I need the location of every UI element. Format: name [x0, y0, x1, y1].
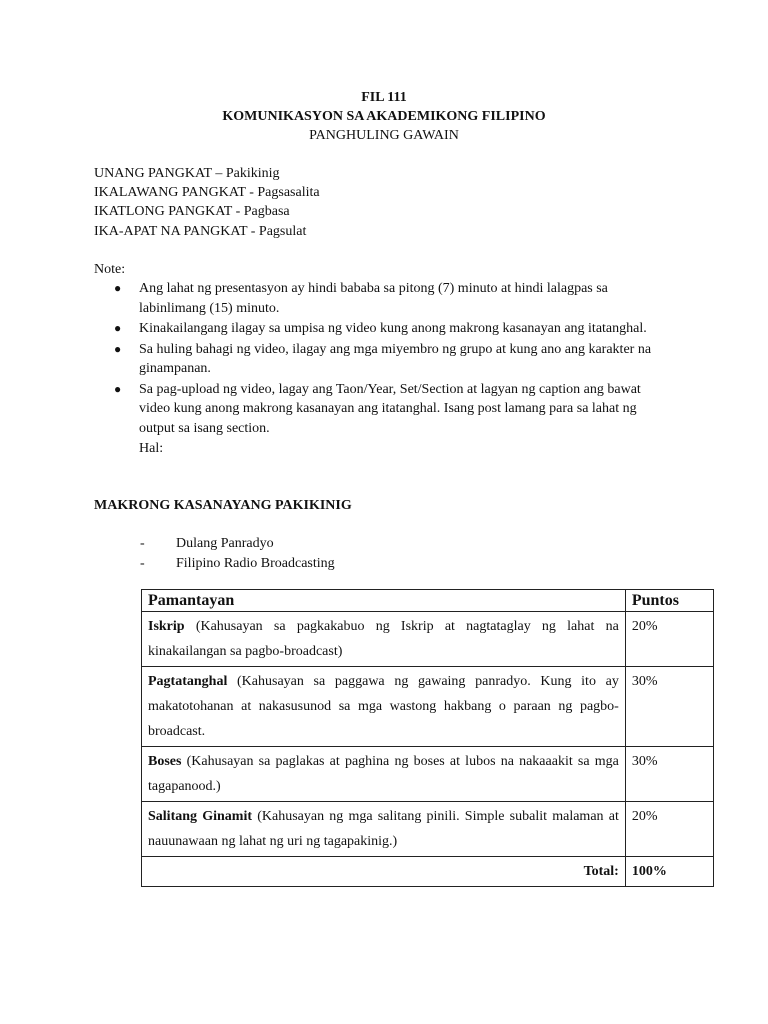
note-item-text: Sa huling bahagi ng video, ilagay ang mga miyembro ng grupo at kung ano ang karakter na ginampanan. — [139, 341, 652, 376]
rubric-table — [141, 589, 714, 887]
section-title: MAKRONG KASANAYANG PAKIKINIG — [94, 498, 352, 513]
dash-icon: - — [140, 536, 145, 551]
points-cell: 20% — [625, 612, 713, 667]
skill-list — [140, 534, 335, 573]
group-line-4: IKA-APAT NA PANGKAT - Pagsulat — [94, 224, 307, 239]
total-row — [142, 857, 714, 887]
note-label: Note: — [94, 262, 126, 277]
points-cell: 30% — [625, 747, 713, 802]
bullet-icon: ● — [114, 281, 122, 295]
group-line-2: IKALAWANG PANGKAT - Pagsasalita — [94, 185, 320, 200]
criteria-name: Iskrip — [148, 619, 185, 634]
course-title: KOMUNIKASYON SA AKADEMIKONG FILIPINO — [222, 109, 546, 124]
table-row — [142, 747, 714, 802]
table-header-row — [142, 590, 714, 612]
bullet-icon: ● — [114, 341, 122, 356]
skill-item — [140, 534, 335, 554]
skill-item-text: Dulang Panradyo — [176, 536, 274, 551]
criteria-desc: (Kahusayan sa paggawa ng gawaing panradyo. Kung ito ay makatotohanan at nakasusunod sa mga wastong hakbang o paraan ng pagbo-broadcast. — [148, 674, 619, 739]
points-cell: 20% — [625, 802, 713, 857]
table-row — [142, 667, 714, 747]
group-line-1: UNANG PANGKAT – Pakikinig — [94, 166, 280, 181]
note-item — [94, 380, 674, 439]
bullet-icon: ● — [114, 321, 122, 335]
hal-label: Hal: — [139, 441, 164, 456]
skill-item-text: Filipino Radio Broadcasting — [176, 555, 335, 571]
table-row — [142, 612, 714, 667]
total-label: Total: — [142, 857, 626, 887]
activity-title: PANGHULING GAWAIN — [309, 128, 459, 143]
criteria-desc: (Kahusayan ng mga salitang pinili. Simple subalit malaman at nauunawaan ng lahat ng uri ng tagapakinig.) — [148, 809, 619, 849]
criteria-cell — [142, 667, 626, 747]
header-points: Puntos — [625, 590, 713, 612]
course-code: FIL 111 — [361, 90, 407, 105]
criteria-desc: (Kahusayan sa paglakas at paghina ng boses at lubos na nakaaakit sa mga tagapanood.) — [148, 754, 619, 794]
note-list — [94, 279, 674, 459]
note-item — [94, 279, 674, 318]
note-item-text: Sa pag-upload ng video, lagay ang Taon/Year, Set/Section at lagyan ng caption ang bawat video kung anong makrong kasanayan ang itatanghal. Isang post lamang para sa lahat ng output sa isang section. — [139, 381, 641, 436]
total-value: 100% — [625, 857, 713, 887]
criteria-name: Salitang Ginamit — [148, 809, 252, 824]
criteria-cell — [142, 747, 626, 802]
table-row — [142, 802, 714, 857]
group-line-3: IKATLONG PANGKAT - Pagbasa — [94, 204, 290, 219]
header-criteria: Pamantayan — [142, 590, 626, 612]
criteria-name: Boses — [148, 754, 182, 769]
criteria-cell — [142, 802, 626, 857]
bullet-icon: ● — [114, 381, 122, 396]
criteria-cell — [142, 612, 626, 667]
note-item — [94, 340, 674, 379]
note-item-text: Ang lahat ng presentasyon ay hindi bababa sa pitong (7) minuto at hindi lalagpas sa labinlimang (15) minuto. — [139, 281, 608, 316]
note-item-text: Kinakailangang ilagay sa umpisa ng video kung anong makrong kasanayan ang itatanghal. — [139, 321, 647, 336]
note-item — [94, 319, 674, 339]
dash-icon: - — [140, 555, 145, 571]
skill-item — [140, 554, 335, 574]
criteria-desc: (Kahusayan sa pagkakabuo ng Iskrip at nagtataglay ng lahat na kinakailangan sa pagbo-broadcast) — [148, 619, 619, 659]
points-cell: 30% — [625, 667, 713, 747]
criteria-name: Pagtatanghal — [148, 674, 228, 689]
